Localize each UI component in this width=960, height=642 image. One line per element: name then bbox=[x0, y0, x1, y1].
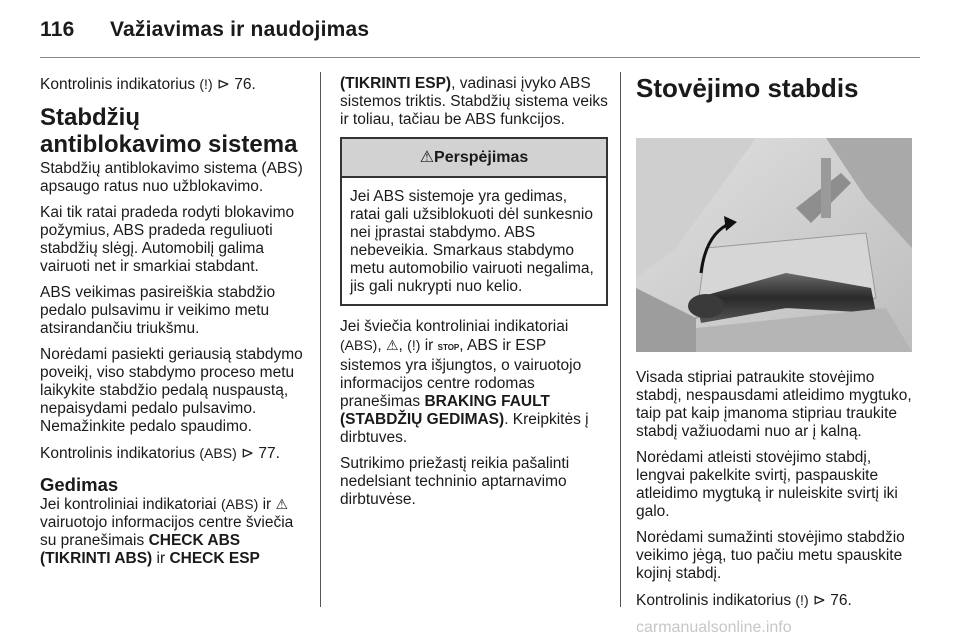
brake-warning-icon: (!) bbox=[795, 592, 809, 608]
column-3 bbox=[636, 75, 912, 618]
watermark: carmanualsonline.info bbox=[636, 619, 792, 636]
brake-warning-icon: (!) bbox=[199, 76, 213, 92]
abs-paragraph-4: Norėdami pasiekti geriausią stabdymo poveikį, viso stabdymo proceso metu laikykite stabdžio pedalą nuspaustą, nepaisydami pedalo pulsavimo. Nemažinkite pedalo spaudimo. bbox=[40, 346, 303, 435]
page-number: 116 bbox=[40, 18, 75, 41]
abs-indicator-ref: Kontrolinis indikatorius (ABS) ⊳ 77. bbox=[40, 445, 280, 462]
warning-box bbox=[340, 137, 608, 306]
indicator-ref-paragraph: Kontrolinis indikatorius (!) ⊳ 76. bbox=[40, 76, 256, 93]
gedimas-paragraph: Jei kontroliniai indikatoriai (ABS) ir ⚠ vairuotojo informacijos centre šviečia su pranešimais CHECK ABS (TIKRINTI ABS) ir CHECK ESP bbox=[40, 496, 294, 567]
page-ref-arrow-icon: ⊳ bbox=[812, 592, 826, 609]
esp-icon: ⚠ bbox=[275, 496, 289, 512]
parking-brake-indicator-ref: Kontrolinis indikatorius (!) ⊳ 76. bbox=[636, 592, 852, 609]
abs-paragraph-2: Kai tik ratai pradeda rodyti blokavimo požymius, ABS pradeda reguliuoti stabdžių slėgį. Automobilį galima vairuoti net ir smarkiai stabdant. bbox=[40, 204, 295, 275]
parking-brake-heading: Stovėjimo stabdis bbox=[636, 73, 859, 103]
abs-icon: (ABS) bbox=[199, 445, 237, 461]
repair-paragraph: Sutrikimo priežastį reikia pašalinti nedelsiant techninio aptarnavimo dirbtuvėse. bbox=[340, 455, 570, 508]
column-1 bbox=[40, 75, 308, 576]
parking-brake-paragraph-1: Visada stipriai patraukite stovėjimo stabdį, nespausdami atleidimo mygtuko, taip pat kaip įmanoma stipriau traukite stabdį važiuodami nuo ar į kalną. bbox=[636, 369, 912, 440]
page-ref-arrow-icon: ⊳ bbox=[216, 76, 230, 93]
esp-fault-paragraph: (TIKRINTI ESP), vadinasi įvyko ABS sistemos triktis. Stabdžių sistema veiks ir toliau, tačiau be ABS funkcijos. bbox=[340, 75, 608, 128]
warning-body: Jei ABS sistemoje yra gedimas, ratai gali užsiblokuoti dėl sunkesnio nei įprastai stabdymo. ABS nebeveikia. Smarkaus stabdymo metu automobilio vairuoti negalima, jis gali nukrypti nuo kelio. bbox=[350, 188, 594, 295]
parking-brake-paragraph-3: Norėdami sumažinti stovėjimo stabdžio veikimo jėgą, tuo pačiu metu spauskite kojinį stabdį. bbox=[636, 529, 905, 582]
brake-warning-icon: (!) bbox=[407, 337, 421, 353]
abs-icon: (ABS) bbox=[340, 337, 378, 353]
warning-triangle-icon: ⚠ bbox=[419, 149, 435, 166]
gedimas-heading: Gedimas bbox=[40, 474, 119, 495]
abs-paragraph-1: Stabdžių antiblokavimo sistema (ABS) apsaugo ratus nuo užblokavimo. bbox=[40, 160, 303, 195]
parking-brake-paragraph-2: Norėdami atleisti stovėjimo stabdį, lengvai pakelkite svirtį, paspauskite atleidimo mygtuką ir nuleiskite svirtį iki galo. bbox=[636, 449, 898, 520]
column-divider-2 bbox=[620, 72, 621, 607]
abs-icon: (ABS) bbox=[220, 496, 259, 512]
parking-brake-photo bbox=[636, 138, 912, 352]
column-divider-1 bbox=[320, 72, 321, 607]
stop-icon: STOP bbox=[437, 343, 460, 352]
page-header bbox=[40, 18, 369, 42]
abs-paragraph-3: ABS veikimas pasireiškia stabdžio pedalo pulsavimu ir veikimo metu atsirandančiu triukšmu. bbox=[40, 284, 276, 337]
header-rule bbox=[40, 57, 920, 58]
abs-heading: Stabdžių antiblokavimo sistema bbox=[40, 104, 298, 158]
page-title: Važiavimas ir naudojimas bbox=[110, 18, 370, 41]
warning-title: ⚠Perspėjimas bbox=[342, 139, 606, 178]
column-2 bbox=[340, 75, 608, 517]
braking-fault-paragraph: Jei šviečia kontroliniai indikatoriai (ABS), ⚠, (!) ir STOP, ABS ir ESP sistemos yra išjungtos, o vairuotojo informacijos centre rodomas pranešimas BRAKING FAULT (STABDŽIŲ GEDIMAS). Kreipkitės į dirbtuves. bbox=[340, 318, 589, 446]
page-ref-arrow-icon: ⊳ bbox=[241, 445, 255, 462]
esp-icon: ⚠ bbox=[385, 337, 399, 353]
